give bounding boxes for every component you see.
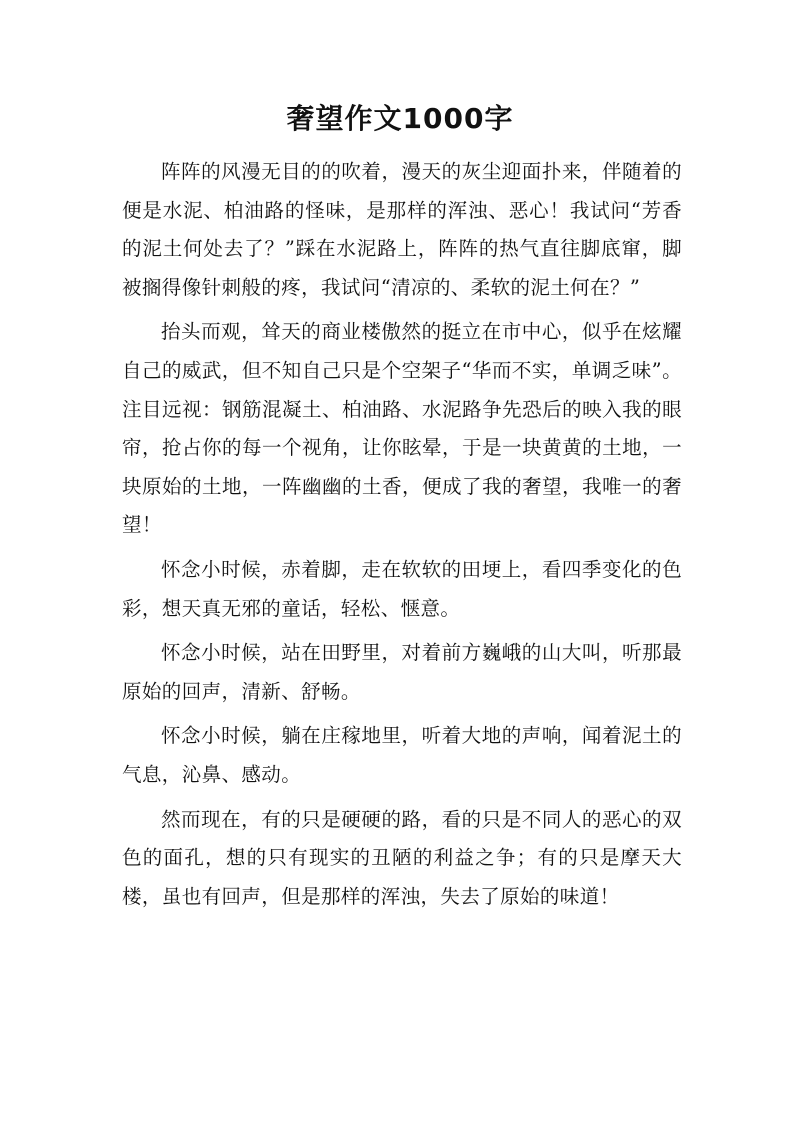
- paragraph-3: 怀念小时候，赤着脚，走在软软的田埂上，看四季变化的色彩，想天真无邪的童话，轻松、惬意。: [122, 557, 682, 620]
- document-body: [122, 153, 682, 922]
- paragraph-4: 怀念小时候，站在田野里，对着前方巍峨的山大叫，听那最原始的回声，清新、舒畅。: [122, 641, 682, 703]
- paragraph-1: 阵阵的风漫无目的的吹着，漫天的灰尘迎面扑来，伴随着的便是水泥、柏油路的怪味，是那样的浑浊、恶心！我试问“芳香的泥土何处去了？”踩在水泥路上，阵阵的热气直往脚底窜，脚被搁得像针刺般的疼，我试问“清凉的、柔软的泥土何在？”: [122, 160, 682, 299]
- paragraph-5: 怀念小时候，躺在庄稼地里，听着大地的声响，闻着泥土的气息，沁鼻、感动。: [122, 724, 682, 786]
- paragraph-2: 抬头而观，耸天的商业楼傲然的挺立在市中心，似乎在炫耀自己的威武，但不知自己只是个空架子“华而不实，单调乏味”。注目远视：钢筋混凝土、柏油路、水泥路争先恐后的映入我的眼帘，抢占你的每一个视角，让你眩晕，于是一块黄黄的土地，一块原始的土地，一阵幽幽的土香，便成了我的奢望，我唯一的奢望！: [122, 320, 682, 537]
- paragraph-6: 然而现在，有的只是硬硬的路，看的只是不同人的恶心的双色的面孔，想的只有现实的丑陋的利益之争；有的只是摩天大楼，虽也有回声，但是那样的浑浊，失去了原始的味道！: [122, 807, 682, 908]
- document-title: 奢望作文1000字: [286, 102, 514, 135]
